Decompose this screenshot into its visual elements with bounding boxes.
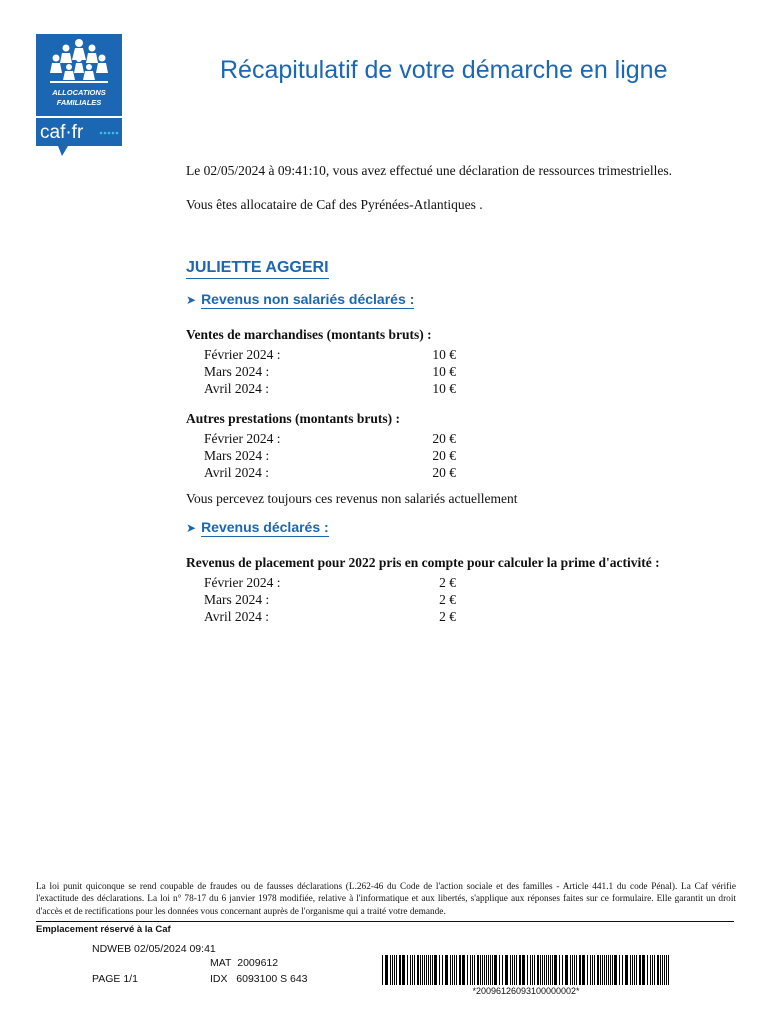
barcode-bar: [530, 955, 531, 985]
barcode-bar: [519, 955, 521, 985]
barcode-bar: [610, 955, 611, 985]
barcode-bar: [410, 955, 411, 985]
section-heading-label: Revenus non salariés déclarés :: [201, 291, 415, 307]
month-label: Avril 2024 :: [204, 465, 269, 480]
barcode-bar: [608, 955, 609, 985]
barcode-bar: [420, 955, 421, 985]
barcode-bar: [597, 955, 599, 985]
barcode-bar: [639, 955, 641, 985]
barcode-bar: [559, 955, 560, 985]
amount-value: 2 €: [439, 575, 456, 590]
barcode-bar: [534, 955, 535, 985]
barcode-bar: [392, 955, 393, 985]
barcode-bar: [396, 955, 397, 985]
amount-value: 20 €: [432, 465, 456, 480]
income-row: [186, 346, 726, 363]
page-number: PAGE 1/1: [92, 973, 138, 985]
barcode-bar: [426, 955, 427, 985]
month-label: Mars 2024 :: [204, 592, 270, 607]
barcode-bar: [452, 955, 453, 985]
barcode-bar: [548, 955, 549, 985]
barcode-bar: [612, 955, 613, 985]
legal-notice: La loi punit quiconque se rend coupable de fraudes ou de fausses déclarations (L.262-46 du Code de l'action sociale et des familles - Article 441.1 du code Pénal). La Caf vérifie l'exactitude des déclarations. La loi n° 78-17 du 6 janvier 1978 modifiée, relative à l'informatique et aux libertés, s'applique aux réponses faites sur ce formulaire. Elle garantit un droit d'accès et de rectifications pour les données vous concernant auprès de l'organisme qui a traité votre demande.: [36, 882, 736, 917]
idx-value: 6093100 S 643: [236, 973, 308, 985]
barcode-bar: [604, 955, 605, 985]
barcode-bar: [510, 955, 511, 985]
barcode-bar: [467, 955, 468, 985]
barcode-bar: [472, 955, 473, 985]
barcode-bar: [422, 955, 423, 985]
amount-value: 10 €: [432, 364, 456, 379]
income-row: [186, 591, 726, 608]
barcode-bar: [552, 955, 553, 985]
income-row: [186, 363, 726, 380]
barcode-bar: [492, 955, 493, 985]
barcode-bar: [634, 955, 635, 985]
barcode-bar: [579, 955, 581, 985]
barcode-bar: [454, 955, 455, 985]
barcode-bar: [474, 955, 475, 985]
barcode-bar: [527, 955, 528, 985]
barcode-bar: [488, 955, 489, 985]
income-block-sales: [186, 326, 726, 397]
barcode-bar: [650, 955, 651, 985]
income-block-title: Autres prestations (montants bruts) :: [186, 411, 401, 426]
person-name: JULIETTE AGGERI: [186, 259, 329, 279]
barcode-bar: [565, 955, 568, 985]
income-row: [186, 380, 726, 397]
barcode-bar: [432, 955, 433, 985]
barcode-bar: [664, 955, 665, 985]
month-label: Mars 2024 :: [204, 364, 270, 379]
barcode-bar: [625, 955, 628, 985]
income-row: [186, 447, 726, 464]
barcode-bar: [522, 955, 525, 985]
barcode-bar: [402, 955, 405, 985]
intro-text: [186, 162, 706, 213]
amount-value: 10 €: [432, 381, 456, 396]
barcode-bar: [570, 955, 571, 985]
page-title: Récapitulatif de votre démarche en ligne: [220, 56, 668, 84]
barcode-bar: [417, 955, 419, 985]
barcode-bar: [654, 955, 655, 985]
income-block-title: Ventes de marchandises (montants bruts) :: [186, 327, 432, 342]
barcode-bar: [428, 955, 429, 985]
barcode-bar: [445, 955, 448, 985]
income-block-investment: [186, 554, 726, 625]
barcode-bar: [486, 955, 487, 985]
barcode-bar: [550, 955, 551, 985]
barcode-bar: [600, 955, 601, 985]
svg-text:FAMILIALES: FAMILIALES: [56, 98, 102, 107]
barcode-bar: [594, 955, 595, 985]
barcode-bar: [494, 955, 497, 985]
svg-text:ALLOCATIONS: ALLOCATIONS: [52, 88, 106, 97]
barcode-bar: [505, 955, 508, 985]
barcode-bar: [412, 955, 413, 985]
barcode-bar: [622, 955, 623, 985]
mat-value: 2009612: [237, 957, 279, 969]
barcode-bar: [660, 955, 661, 985]
barcode-bar: [490, 955, 491, 985]
barcode-bar: [662, 955, 663, 985]
barcode-bar: [516, 955, 517, 985]
barcode-bar: [532, 955, 533, 985]
barcode-bar: [414, 955, 415, 985]
barcode-bar: [642, 955, 645, 985]
barcode-bar: [512, 955, 513, 985]
svg-text:caf·fr: caf·fr: [40, 122, 84, 143]
barcode-bar: [459, 955, 461, 985]
barcode-bar: [502, 955, 503, 985]
barcode-bar: [382, 955, 383, 985]
barcode-bar: [619, 955, 620, 985]
income-row: [186, 464, 726, 481]
amount-value: 2 €: [439, 592, 456, 607]
barcode-bar: [499, 955, 500, 985]
barcode-bar: [542, 955, 543, 985]
barcode-bar: [439, 955, 440, 985]
barcode-bar: [576, 955, 577, 985]
month-label: Février 2024 :: [204, 431, 281, 446]
barcode-bar: [582, 955, 585, 985]
barcode-bar: [657, 955, 659, 985]
month-label: Avril 2024 :: [204, 381, 269, 396]
declaration-sentence: Le 02/05/2024 à 09:41:10, vous avez effectué une déclaration de ressources trimestrielles.: [186, 163, 672, 178]
amount-value: 20 €: [432, 431, 456, 446]
barcode-bar: [462, 955, 465, 985]
amount-value: 2 €: [439, 609, 456, 624]
idx-label: IDX: [210, 973, 228, 985]
month-label: Février 2024 :: [204, 347, 281, 362]
barcode-bar: [546, 955, 547, 985]
barcode-bar: [482, 955, 483, 985]
barcode-bar: [434, 955, 437, 985]
section-heading-label: Revenus déclarés :: [201, 519, 329, 535]
section-heading-non-salaried: [186, 291, 414, 307]
barcode-bar: [470, 955, 471, 985]
barcode-bar: [647, 955, 648, 985]
barcode-bar: [484, 955, 485, 985]
caf-logo: [36, 34, 122, 156]
barcode-bar: [399, 955, 401, 985]
barcode-bar: [544, 955, 545, 985]
arrow-bullet-icon: ➤: [186, 521, 197, 535]
income-block-title: Revenus de placement pour 2022 pris en compte pour calculer la prime d'activité :: [186, 555, 660, 570]
barcode-bar: [666, 955, 667, 985]
barcode-bar: [668, 955, 669, 985]
month-label: Avril 2024 :: [204, 609, 269, 624]
barcode-number: *20096126093100000002*: [472, 986, 580, 996]
income-row: [186, 430, 726, 447]
month-label: Février 2024 :: [204, 575, 281, 590]
barcode-bar: [630, 955, 631, 985]
amount-value: 20 €: [432, 448, 456, 463]
barcode: [382, 955, 670, 985]
barcode-bar: [554, 955, 557, 985]
month-label: Mars 2024 :: [204, 448, 270, 463]
barcode-bar: [456, 955, 457, 985]
barcode-bar: [537, 955, 539, 985]
barcode-bar: [592, 955, 593, 985]
amount-value: 10 €: [432, 347, 456, 362]
section-heading-declared: [186, 519, 329, 535]
barcode-bar: [590, 955, 591, 985]
barcode-bar: [587, 955, 588, 985]
barcode-bar: [636, 955, 637, 985]
barcode-bar: [614, 955, 617, 985]
barcode-bar: [632, 955, 633, 985]
barcode-bar: [514, 955, 515, 985]
barcode-bar: [574, 955, 575, 985]
income-block-services: [186, 410, 726, 481]
barcode-bar: [540, 955, 541, 985]
barcode-bar: [652, 955, 653, 985]
barcode-bar: [480, 955, 481, 985]
barcode-bar: [407, 955, 408, 985]
barcode-bar: [424, 955, 425, 985]
allocataire-sentence: Vous êtes allocataire de Caf des Pyrénées-Atlantiques .: [186, 197, 483, 212]
barcode-bar: [477, 955, 479, 985]
barcode-bar: [390, 955, 391, 985]
barcode-bar: [450, 955, 451, 985]
income-row: [186, 574, 726, 591]
reserved-area-label: Emplacement réservé à la Caf: [36, 921, 734, 935]
non-salaried-note: Vous percevez toujours ces revenus non salariés actuellement: [186, 491, 518, 506]
barcode-bar: [385, 955, 388, 985]
idx-line: [210, 973, 308, 985]
arrow-bullet-icon: ➤: [186, 293, 197, 307]
barcode-bar: [442, 955, 443, 985]
mat-line: [210, 957, 278, 969]
mat-label: MAT: [210, 957, 232, 969]
barcode-bar: [394, 955, 395, 985]
ndweb-stamp: NDWEB 02/05/2024 09:41: [92, 943, 216, 955]
barcode-bar: [602, 955, 603, 985]
barcode-bar: [606, 955, 607, 985]
barcode-bar: [430, 955, 431, 985]
barcode-bar: [562, 955, 563, 985]
income-row: [186, 608, 726, 625]
barcode-bar: [572, 955, 573, 985]
